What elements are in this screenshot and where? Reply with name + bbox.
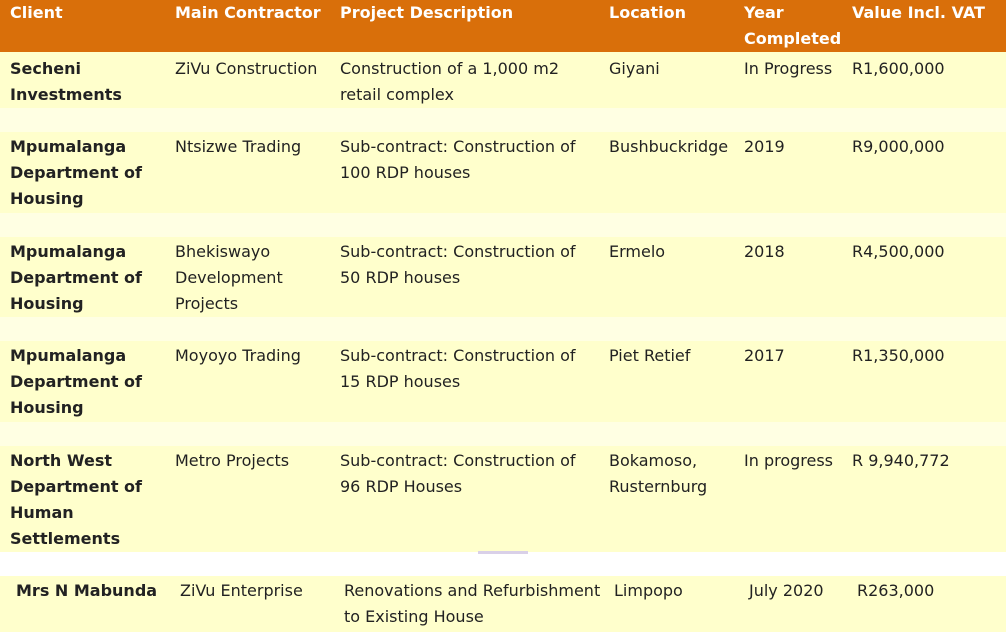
cell-contractor: Moyoyo Trading	[175, 346, 301, 365]
cell-client: North West Department of Human Settlements	[10, 451, 143, 548]
table-gap	[0, 552, 1006, 576]
cell-year: 2019	[744, 137, 785, 156]
row-spacer	[0, 108, 1006, 132]
cell-contractor: Metro Projects	[175, 451, 290, 470]
cell-client: Mrs N Mabunda	[16, 581, 158, 600]
cell-value: R263,000	[857, 581, 935, 600]
page-break-marker	[478, 551, 528, 554]
cell-description: Sub-contract: Construction of 100 RDP houses	[340, 137, 576, 182]
cell-contractor: ZiVu Construction	[175, 59, 318, 78]
cell-value: R1,350,000	[852, 346, 945, 365]
cell-location: Limpopo	[614, 581, 683, 600]
cell-location: Bushbuckridge	[609, 137, 729, 156]
cell-value: R1,600,000	[852, 59, 945, 78]
header-value: Value Incl. VAT	[852, 0, 1002, 26]
cell-location: Bokamoso, Rusternburg	[609, 451, 708, 496]
cell-location: Ermelo	[609, 242, 666, 261]
header-client: Client	[10, 0, 160, 26]
cell-year: 2017	[744, 346, 785, 365]
cell-value: R 9,940,772	[852, 451, 950, 470]
cell-value: R9,000,000	[852, 137, 945, 156]
cell-year: July 2020	[749, 581, 824, 600]
cell-contractor: ZiVu Enterprise	[180, 581, 303, 600]
cell-year: In Progress	[744, 59, 833, 78]
cell-contractor: Ntsizwe Trading	[175, 137, 302, 156]
cell-description: Construction of a 1,000 m2 retail complex	[340, 59, 560, 104]
row-spacer	[0, 213, 1006, 237]
cell-client: Mpumalanga Department of Housing	[10, 137, 143, 208]
cell-location: Giyani	[609, 59, 660, 78]
cell-client: Mpumalanga Department of Housing	[10, 346, 143, 417]
cell-description: Sub-contract: Construction of 50 RDP houses	[340, 242, 576, 287]
cell-value: R4,500,000	[852, 242, 945, 261]
header-year-completed: Year Completed	[744, 0, 844, 52]
cell-description: Sub-contract: Construction of 15 RDP houses	[340, 346, 576, 391]
cell-location: Piet Retief	[609, 346, 691, 365]
cell-description: Sub-contract: Construction of 96 RDP Houses	[340, 451, 576, 496]
cell-description: Renovations and Refurbishment to Existing House	[344, 581, 601, 626]
cell-contractor: Bhekiswayo Development Projects	[175, 242, 283, 313]
header-project-description: Project Description	[340, 0, 600, 26]
header-location: Location	[609, 0, 739, 26]
header-main-contractor: Main Contractor	[175, 0, 335, 26]
cell-client: Mpumalanga Department of Housing	[10, 242, 143, 313]
row-spacer	[0, 317, 1006, 341]
cell-year: 2018	[744, 242, 785, 261]
row-spacer	[0, 422, 1006, 446]
cell-year: In progress	[744, 451, 834, 470]
cell-client: Secheni Investments	[10, 59, 122, 104]
